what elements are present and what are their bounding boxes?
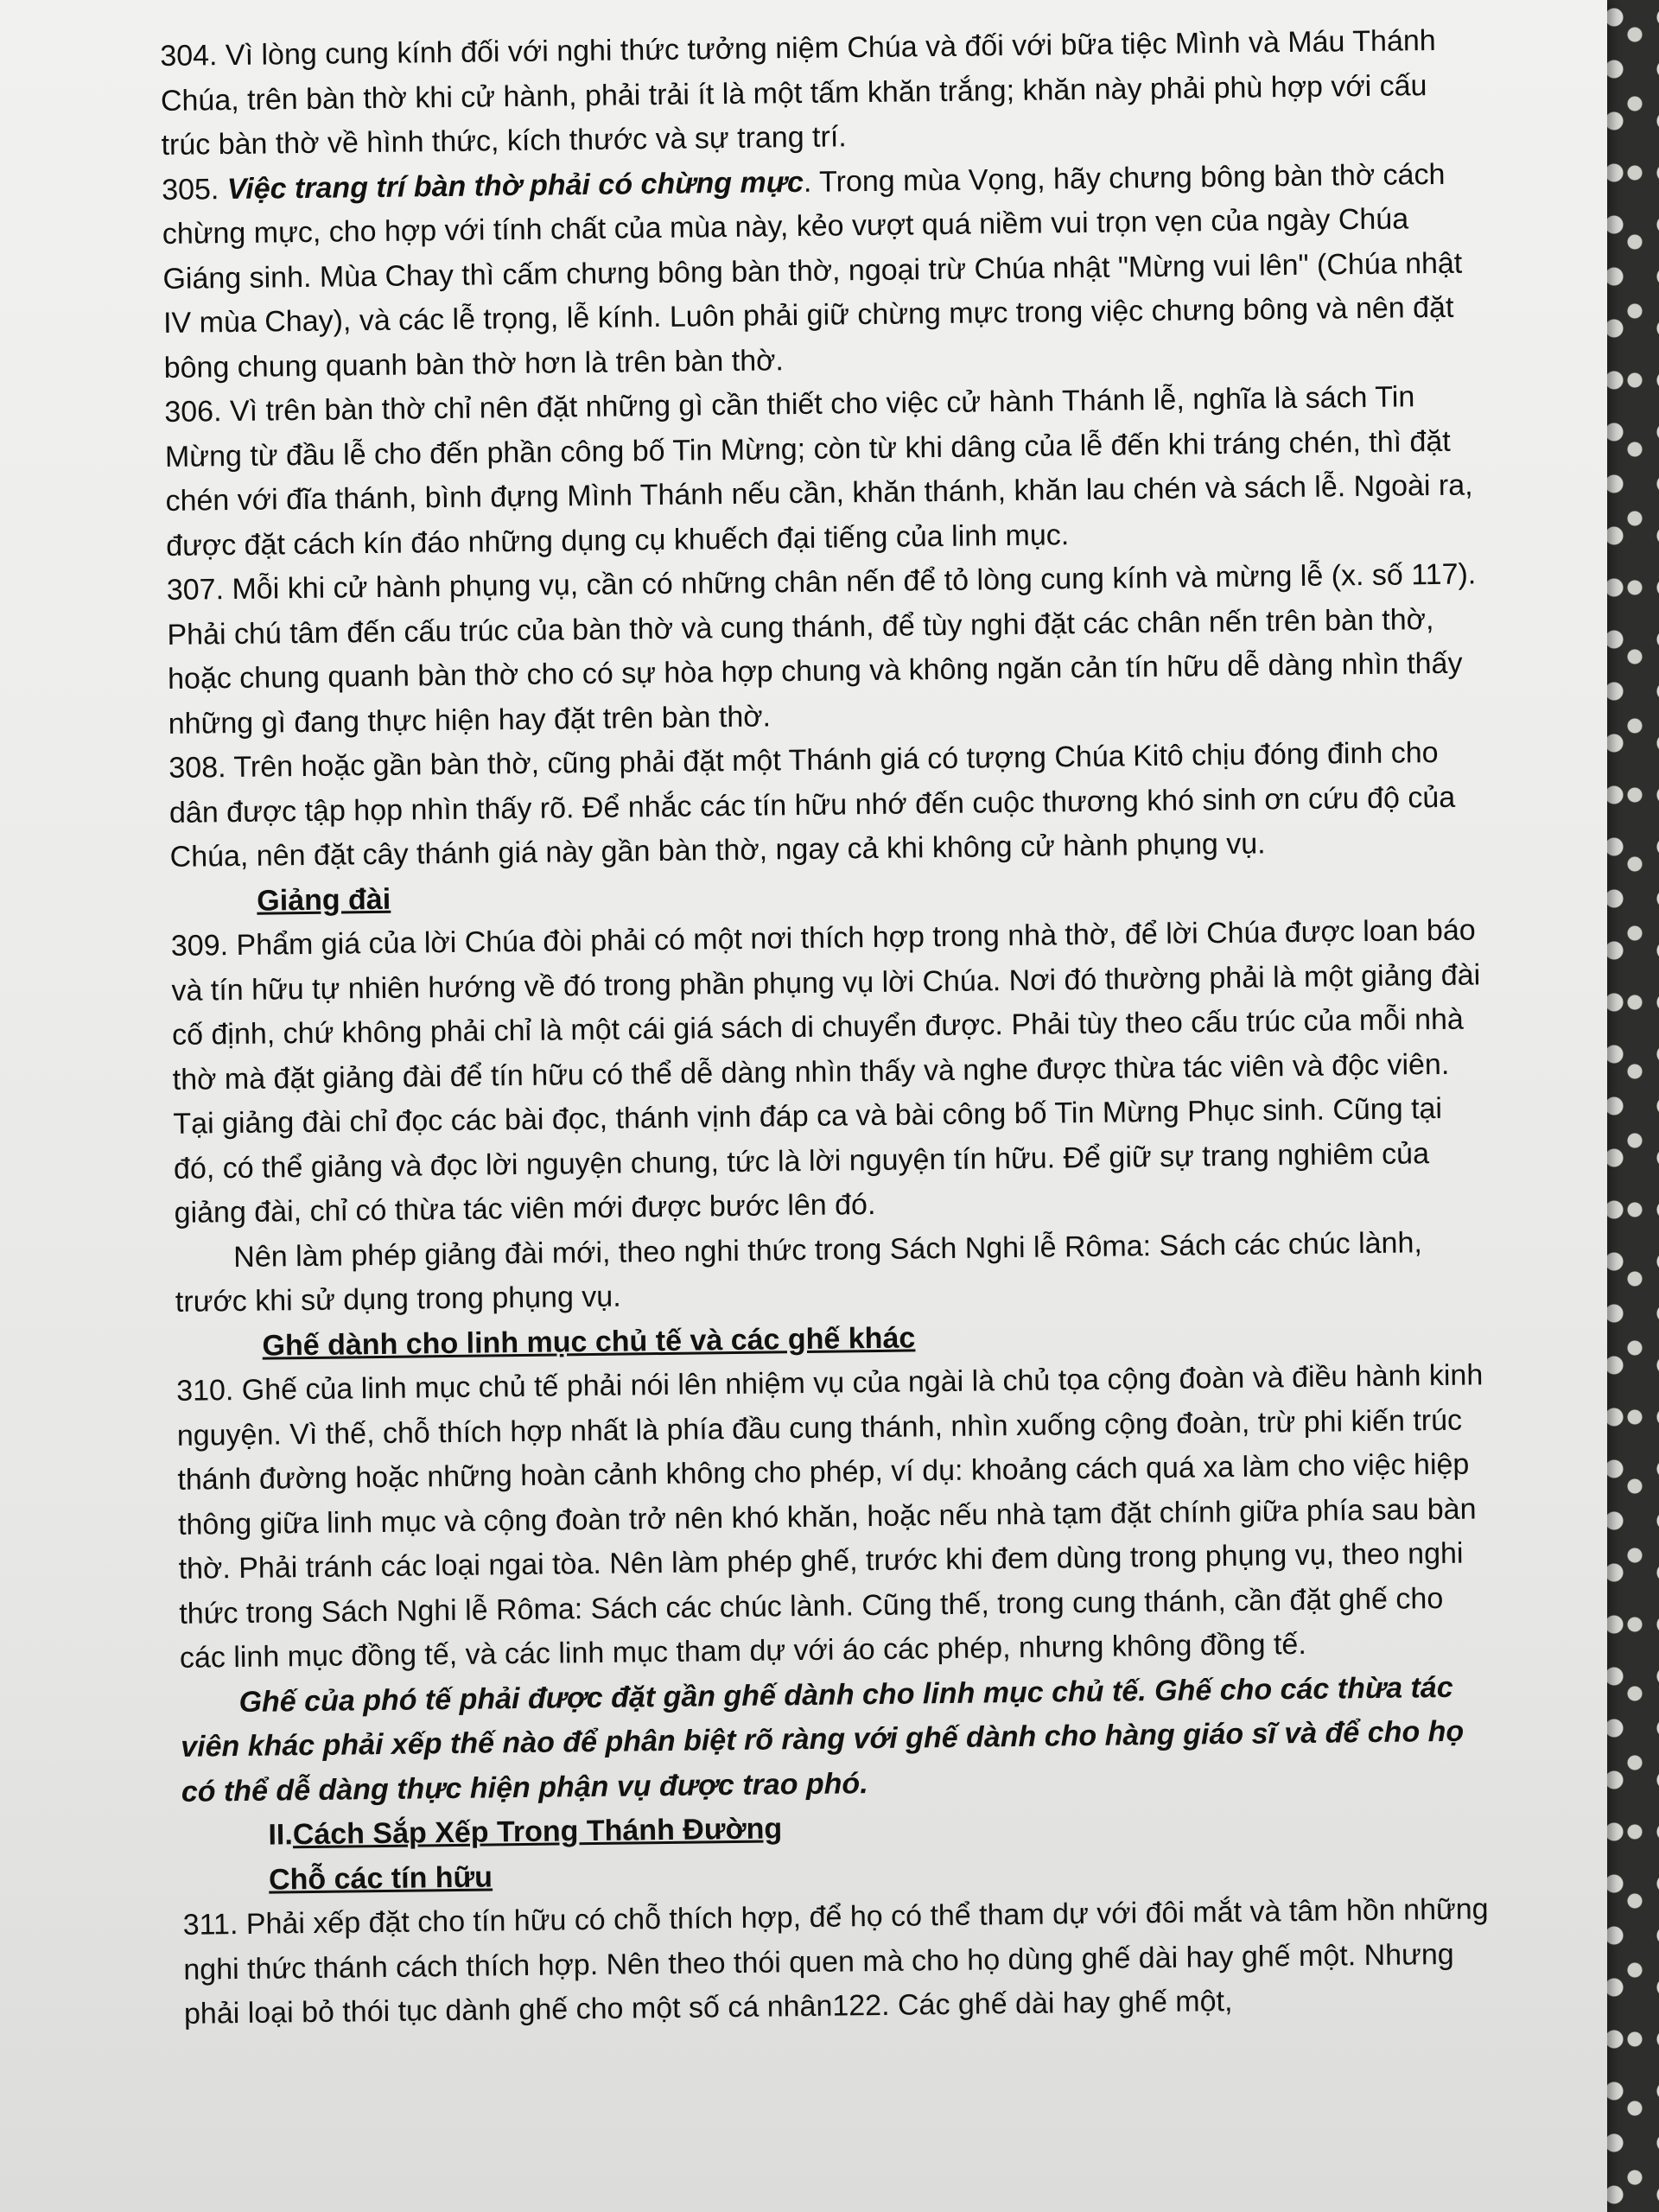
heading-ghe: Ghế dành cho linh mục chủ tế và các ghế khác: [262, 1320, 916, 1363]
paragraph-310: 310. Ghế của linh mục chủ tế phải nói lên nhiệm vụ của ngài là chủ tọa cộng đoàn và điều hành kinh nguyện. Vì thế, chỗ thích hợp nhất là phía đầu cung thánh, nhìn xuống cộng đoàn, trừ phi kiến trúc thánh đường hoặc những hoàn cảnh không cho phép, ví dụ: khoảng cách quá xa làm cho việc hiệp thông giữa linh mục và cộng đoàn trở nên khó khăn, hoặc nếu nhà tạm đặt chính giữa phía sau bàn thờ. Phải tránh các loại ngai tòa. Nên làm phép ghế, trước khi đem dùng trong phụng vụ, theo nghi thức trong Sách Nghi lễ Rôma: Sách các chúc lành. Cũng thế, trong cung thánh, cần đặt ghế cho các linh mục đồng tế, và các linh mục tham dự với áo các phép, nhưng không đồng tế.: [175, 1358, 1484, 1675]
lace-tablecloth-background: [1599, 0, 1659, 2212]
paragraph-309-continued: Nên làm phép giảng đài mới, theo nghi thức trong Sách Nghi lễ Rôma: Sách các chúc lành, trước khi sử dụng trong phụng vụ.: [175, 1225, 1423, 1319]
section-title: Cách Sắp Xếp Trong Thánh Đường: [292, 1812, 783, 1852]
paragraph-311: 311. Phải xếp đặt cho tín hữu có chỗ thích hợp, để họ có thể tham dự với đôi mắt và tâm hồn những nghi thức thánh cách thích hợp. Nên theo thói quen mà cho họ dùng ghế dài hay ghế một. Nhưng phải loại bỏ thói tục dành ghế cho một số cá nhân122. Các ghế dài hay ghế một,: [182, 1892, 1489, 2031]
paragraph-body: . Trong mùa Vọng, hãy chưng bông bàn thờ cách chừng mực, cho hợp với tính chất của mùa này, kẻo vượt quá niềm vui trọn vẹn của ngày Chúa Giáng sinh. Mùa Chay thì cấm chưng bông bàn thờ, ngoại trừ Chúa nhật "Mừng vui lên" (Chúa nhật IV mùa Chay), và các lễ trọng, lễ kính. Luôn phải giữ chừng mực trong việc chưng bông và nên đặt bông chung quanh bàn thờ hơn là trên bàn thờ.: [162, 157, 1463, 385]
paragraph-304: 304. Vì lòng cung kính đối với nghi thức tưởng niệm Chúa và đối với bữa tiệc Mình và Máu Thánh Chúa, trên bàn thờ khi cử hành, phải trải ít là một tấm khăn trắng; khăn này phải phù hợp với cấu trúc bàn thờ về hình thức, kích thước và sự trang trí.: [160, 23, 1436, 162]
heading-giang-dai: Giảng đài: [257, 882, 391, 918]
section-number: II.: [268, 1818, 294, 1852]
paragraph-lead-bold-italic: Việc trang trí bàn thờ phải có chừng mực: [226, 165, 804, 206]
paragraph-309: 309. Phẩm giá của lời Chúa đòi phải có một nơi thích hợp trong nhà thờ, để lời Chúa được loan báo và tín hữu tự nhiên hướng về đó trong phần phụng vụ lời Chúa. Nơi đó thường phải là một giảng đài cố định, chứ không phải chỉ là một cái giá sách di chuyển được. Phải tùy theo cấu trúc của mỗi nhà thờ mà đặt giảng đài để tín hữu có thể dễ dàng nhìn thấy và nghe được thừa tác viên và độc viên. Tại giảng đài chỉ đọc các bài đọc, thánh vịnh đáp ca và bài công bố Tin Mừng Phục sinh. Cũng tại đó, có thể giảng và đọc lời nguyện chung, tức là lời nguyện tín hữu. Để giữ sự trang nghiêm của giảng đài, chỉ có thừa tác viên mới được bước lên đó.: [170, 913, 1481, 1230]
paragraph-number: 305.: [161, 172, 219, 207]
paragraph-310-bold-italic: Ghế của phó tế phải được đặt gần ghế dành cho linh mục chủ tế. Ghế cho các thừa tác viên khác phải xếp thế nào để phân biệt rõ ràng với ghế dành cho hàng giáo sĩ và để cho họ có thể dễ dàng thực hiện phận vụ được trao phó.: [180, 1670, 1465, 1808]
paragraph-307: 307. Mỗi khi cử hành phụng vụ, cần có những chân nến để tỏ lòng cung kính và mừng lễ (x. số 117). Phải chú tâm đến cấu trúc của bàn thờ và cung thánh, để tùy nghi đặt các chân nến trên bàn thờ, hoặc chung quanh bàn thờ cho có sự hòa hợp chung và không ngăn cản tín hữu dễ dàng nhìn thấy những gì đang thực hiện hay đặt trên bàn thờ.: [166, 557, 1477, 741]
document-page: [160, 18, 1497, 2037]
paragraph-308: 308. Trên hoặc gần bàn thờ, cũng phải đặt một Thánh giá có tượng Chúa Kitô chịu đóng đinh cho dân được tập họp nhìn thấy rõ. Để nhắc các tín hữu nhớ đến cuộc thương khó sinh ơn cứu độ của Chúa, nên đặt cây thánh giá này gần bàn thờ, ngay cả khi không cử hành phụng vụ.: [168, 735, 1456, 874]
paragraph-305: [162, 152, 1478, 391]
paragraph-306: 306. Vì trên bàn thờ chỉ nên đặt những gì cần thiết cho việc cử hành Thánh lễ, nghĩa là sách Tin Mừng từ đầu lễ cho đến phần công bố Tin Mừng; còn từ khi dâng của lễ đến khi tráng chén, thì đặt chén với đĩa thánh, bình đựng Mình Thánh nếu cần, khăn thánh, khăn lau chén và sách lễ. Ngoài ra, được đặt cách kín đáo những dụng cụ khuếch đại tiếng của linh mục.: [164, 380, 1473, 563]
heading-cho-tin-huu: Chỗ các tín hữu: [268, 1859, 493, 1897]
